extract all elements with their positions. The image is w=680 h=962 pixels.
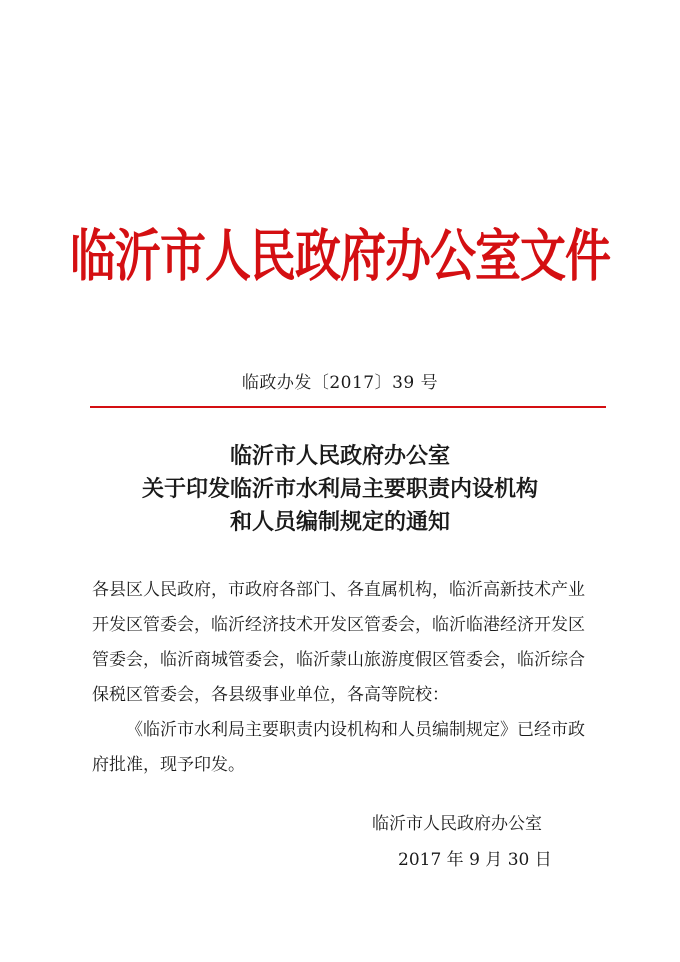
red-divider-rule	[90, 406, 606, 408]
document-body	[92, 573, 592, 783]
title-line-1: 临沂市人民政府办公室	[229, 444, 450, 469]
masthead-title: 临沂市人民政府办公室文件	[70, 222, 610, 289]
document-number: 临政办发〔2017〕39 号	[241, 373, 439, 393]
recipients-paragraph: 各县区人民政府，市政府各部门、各直属机构，临沂高新技术产业开发区管委会，临沂经济技术开发区管委会，临沂临港经济开发区管委会，临沂商城管委会，临沂蒙山旅游度假区管委会，临沂综合保税区管委会，各县级事业单位，各高等院校：	[92, 580, 585, 705]
issuer-signature: 临沂市人民政府办公室	[372, 814, 542, 834]
document-title	[0, 440, 680, 539]
title-line-2: 关于印发临沂市水利局主要职责内设机构	[141, 477, 538, 502]
issue-date: 2017 年 9 月 30 日	[398, 850, 552, 870]
title-line-3: 和人员编制规定的通知	[229, 510, 450, 535]
content-paragraph: 《临沂市水利局主要职责内设机构和人员编制规定》已经市政府批准，现予印发。	[92, 720, 585, 775]
